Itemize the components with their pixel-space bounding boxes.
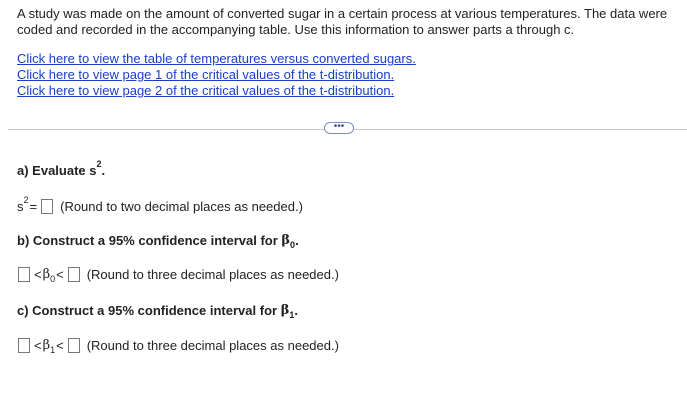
table-link[interactable]: Click here to view the table of temperatures versus converted sugars. [17,51,416,66]
s2-input[interactable] [41,199,53,214]
part-b-answer-row: < β 0 < (Round to three decimal places as needed.) [15,267,339,282]
beta1-lower-input[interactable] [18,338,30,353]
part-b-prompt: b) Construct a 95% confidence interval for β 0 . [17,233,299,250]
part-a-answer-row: s 2 = (Round to two decimal places as needed.) [17,194,303,214]
part-c-prompt: c) Construct a 95% confidence interval for β 1 . [17,303,298,320]
problem-statement: A study was made on the amount of converted sugar in a certain process at various temperatures. The data were coded and recorded in the accompanying table. Use this information to answer parts a through c. [17,6,668,37]
t-dist-page2-link[interactable]: Click here to view page 2 of the critical values of the t-distribution. [17,83,395,98]
part-a-hint: (Round to two decimal places as needed.) [60,199,303,214]
beta0-lower-input[interactable] [18,267,30,282]
beta1-upper-input[interactable] [68,338,80,353]
s2-label: s [17,199,24,214]
part-b-hint: (Round to three decimal places as needed.) [86,267,339,282]
part-c-hint: (Round to three decimal places as needed.) [86,338,339,353]
expand-more-button[interactable]: ••• [324,122,354,134]
part-a-prompt: a) Evaluate s 2 . [17,158,106,178]
part-c-answer-row: < β 1 < (Round to three decimal places as needed.) [15,338,339,353]
t-dist-page1-link[interactable]: Click here to view page 1 of the critical values of the t-distribution. [17,67,395,82]
resource-links [17,51,416,99]
beta0-upper-input[interactable] [68,267,80,282]
